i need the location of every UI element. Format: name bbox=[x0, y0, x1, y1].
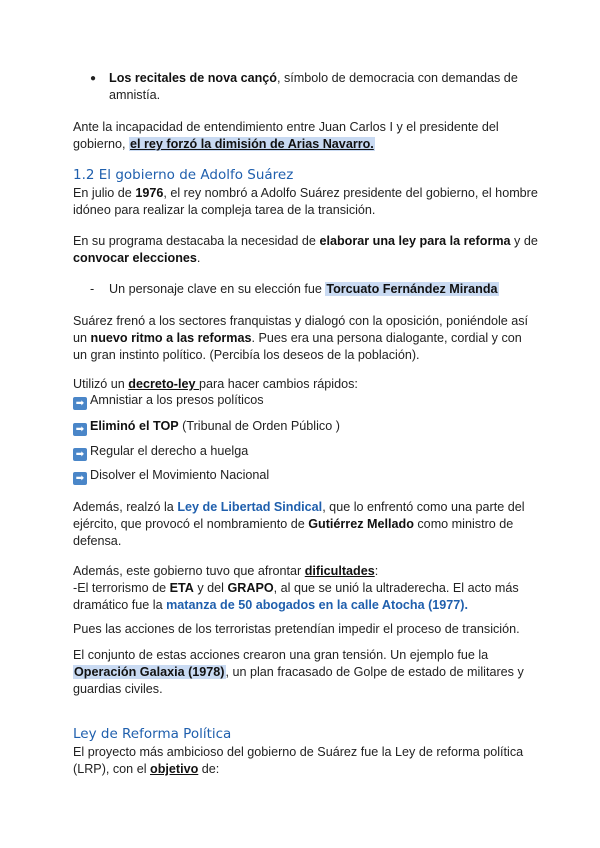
plain-text: Suárez frenó a los sectores franquistas y dialogó con la oposición, poniéndole así un bbox=[73, 314, 529, 345]
plain-text: Además, realzó la bbox=[73, 500, 178, 514]
bold-text: elaborar una ley para la reforma bbox=[319, 234, 511, 248]
bold-text: Eliminó el TOP bbox=[90, 419, 179, 433]
bold-text: convocar elecciones bbox=[73, 251, 197, 265]
paragraph-decreto-ley bbox=[73, 376, 538, 393]
right-arrow-icon: ➡ bbox=[73, 448, 87, 461]
highlighted-text: el rey forzó la dimisión de Arias Navarro. bbox=[130, 137, 374, 151]
plain-text: Amnistiar a los presos políticos bbox=[90, 393, 264, 407]
plain-text: . bbox=[196, 251, 201, 265]
plain-text: En su programa destacaba la necesidad de bbox=[73, 234, 320, 248]
paragraph-terroristas: Pues las acciones de los terroristas pretendían impedir el proceso de transición. bbox=[73, 622, 520, 636]
arrow-item-movimiento bbox=[73, 467, 538, 485]
plain-text: y de bbox=[510, 234, 538, 248]
right-arrow-icon: ➡ bbox=[73, 472, 87, 485]
blue-bold-text: Ley de Libertad Sindical bbox=[177, 500, 323, 514]
plain-text: -El terrorismo de bbox=[73, 581, 170, 595]
plain-text: (Tribunal de Orden Público ) bbox=[178, 419, 340, 433]
bold-text: nuevo ritmo a las reformas bbox=[90, 331, 252, 345]
plain-text: , símbolo de democracia con demandas de amnistía. bbox=[109, 71, 518, 102]
bold-text: ETA bbox=[169, 581, 194, 595]
bold-text: 1976 bbox=[135, 186, 164, 200]
blue-bold-text: matanza de 50 abogados en la calle Atocha (1977). bbox=[166, 598, 469, 612]
dash-marker: - bbox=[90, 282, 95, 296]
plain-text: Regular el derecho a huelga bbox=[90, 444, 249, 458]
plain-text: , que lo enfrentó como una parte del ejército, que provocó el nombramiento de bbox=[73, 500, 525, 531]
plain-text: y del bbox=[193, 581, 228, 595]
paragraph-dificultades bbox=[73, 563, 538, 614]
section-heading-suarez: 1.2 El gobierno de Adolfo Suárez bbox=[73, 167, 294, 183]
bold-text: Los recitales de nova cançó bbox=[109, 71, 277, 85]
section-heading-lrp: Ley de Reforma Política bbox=[73, 726, 232, 742]
arrow-item-amnistia bbox=[73, 392, 538, 410]
arrow-item-huelga bbox=[73, 443, 538, 461]
right-arrow-icon: ➡ bbox=[73, 397, 87, 410]
plain-text: Además, este gobierno tuvo que afrontar bbox=[73, 564, 305, 578]
right-arrow-icon: ➡ bbox=[73, 423, 87, 436]
bold-text: objetivo bbox=[150, 762, 199, 776]
paragraph-libertad-sindical bbox=[73, 499, 538, 550]
paragraph-franquistas bbox=[73, 313, 538, 364]
arrow-item-top bbox=[73, 418, 538, 436]
plain-text: Ante la incapacidad de entendimiento entre Juan Carlos I y el presidente del gobierno, bbox=[73, 120, 499, 151]
list-item-text bbox=[109, 281, 529, 298]
plain-text: : bbox=[374, 564, 379, 578]
paragraph-juan-carlos bbox=[73, 119, 538, 153]
paragraph-lrp bbox=[73, 744, 538, 778]
paragraph-1976 bbox=[73, 185, 538, 219]
bold-text: dificultades bbox=[304, 564, 375, 578]
plain-text: , un plan fracasado de Golpe de estado de militares y guardias civiles. bbox=[73, 665, 524, 696]
plain-text: El proyecto más ambicioso del gobierno de Suárez fue la Ley de reforma política (LRP), con el bbox=[73, 745, 524, 776]
plain-text: como ministro de defensa. bbox=[73, 517, 514, 548]
paragraph-galaxia bbox=[73, 647, 538, 698]
plain-text: El conjunto de estas acciones crearon una gran tensión. Un ejemplo fue la bbox=[73, 648, 489, 662]
highlighted-text: Torcuato Fernández Miranda bbox=[326, 282, 498, 296]
plain-text: . Pues era una persona dialogante, cordial y con un gran instinto político. (Percibía los deseos de la población). bbox=[73, 331, 522, 362]
highlighted-text: Operación Galaxia (1978) bbox=[74, 665, 225, 679]
list-item-text bbox=[109, 70, 529, 104]
bullet-dot: ● bbox=[90, 73, 97, 84]
plain-text: Utilizó un bbox=[73, 377, 129, 391]
plain-text: Un personaje clave en su elección fue bbox=[109, 282, 326, 296]
plain-text: de: bbox=[198, 762, 220, 776]
bold-text: Gutiérrez Mellado bbox=[308, 517, 414, 531]
plain-text: para hacer cambios rápidos: bbox=[199, 377, 358, 391]
bold-text: GRAPO bbox=[227, 581, 274, 595]
plain-text: En julio de bbox=[73, 186, 136, 200]
paragraph-programa bbox=[73, 233, 538, 267]
plain-text: , el rey nombró a Adolfo Suárez presidente del gobierno, el hombre idóneo para realizar la compleja tarea de la transición. bbox=[73, 186, 538, 217]
plain-text: Disolver el Movimiento Nacional bbox=[90, 468, 270, 482]
plain-text: , al que se unió la ultraderecha. El acto más dramático fue la bbox=[73, 581, 519, 612]
bold-text: decreto-ley bbox=[128, 377, 199, 391]
